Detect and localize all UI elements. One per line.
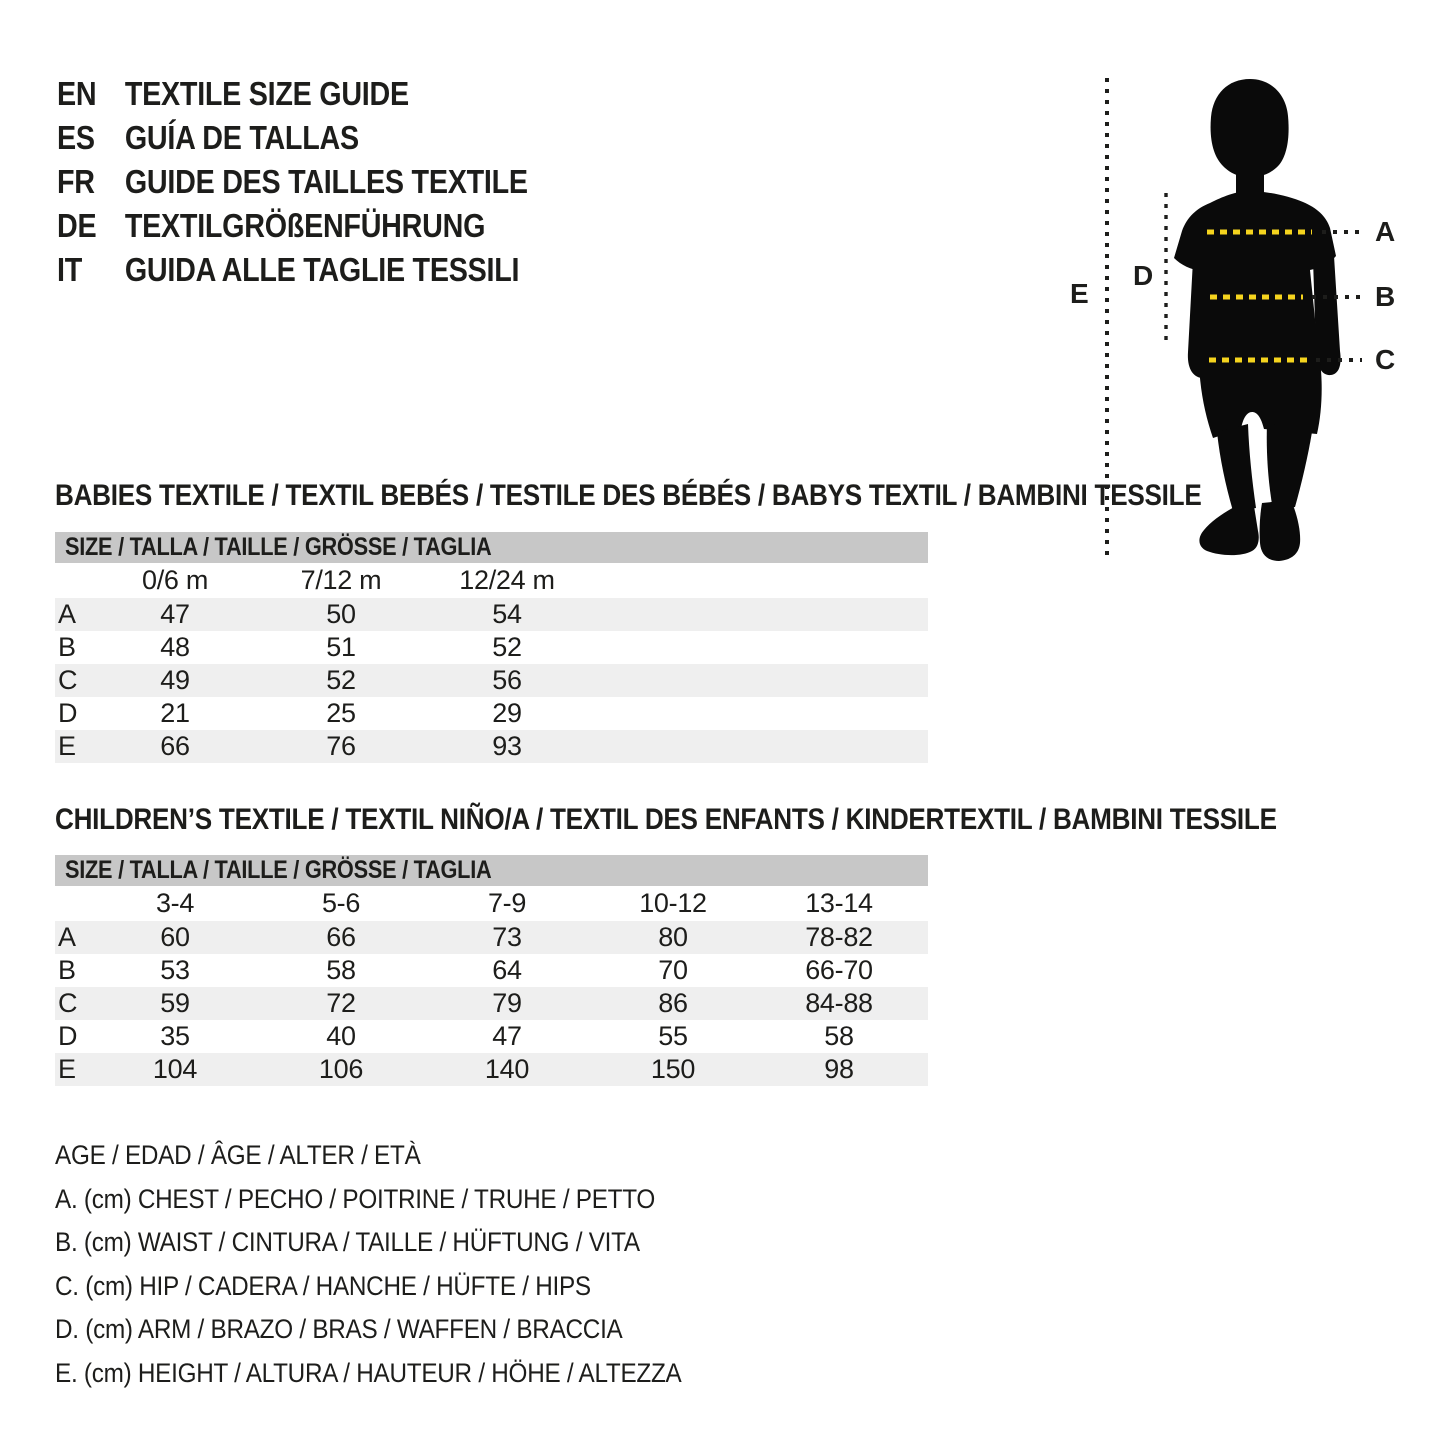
lang-code-es: ES [57, 119, 95, 156]
table-row: D 35 40 47 55 58 [55, 1020, 928, 1053]
legend-hip: C. (cm) HIP / CADERA / HANCHE / HÜFTE / HIPS [55, 1270, 591, 1301]
row-label: E [58, 1054, 76, 1084]
children-column-header-row [55, 886, 928, 921]
title-row-fr [57, 160, 528, 204]
babies-col-2: 12/24 m [459, 565, 555, 595]
children-col-1: 5-6 [321, 888, 361, 918]
children-col-4: 13-14 [805, 888, 873, 918]
legend-height: E. (cm) HEIGHT / ALTURA / HAUTEUR / HÖHE / ALTEZZA [55, 1357, 682, 1388]
table-row: D 21 25 29 [55, 697, 928, 730]
lang-code-fr: FR [57, 163, 95, 200]
table-row: B 48 51 52 [55, 631, 928, 664]
table-row: E 104 106 140 150 98 [55, 1053, 928, 1086]
title-en: TEXTILE SIZE GUIDE [124, 75, 409, 112]
legend-waist: B. (cm) WAIST / CINTURA / TAILLE / HÜFTUNG / VITA [55, 1227, 640, 1258]
figure-label-A: A [1375, 216, 1395, 247]
babies-column-header-row [55, 563, 928, 598]
title-es: GUÍA DE TALLAS [124, 119, 359, 156]
title-fr: GUIDE DES TAILLES TEXTILE [124, 163, 528, 200]
lang-code-de: DE [57, 207, 97, 244]
children-size-header-band [55, 855, 928, 886]
table-row: A 60 66 73 80 78-82 [55, 921, 928, 954]
children-section-title: CHILDREN’S TEXTILE / TEXTIL NIÑO/A / TEXTIL DES ENFANTS / KINDERTEXTIL / BAMBINI TESSILE [55, 803, 1277, 836]
title-row-it [57, 248, 528, 292]
figure-label-E: E [1070, 278, 1089, 309]
legend-chest: A. (cm) CHEST / PECHO / POITRINE / TRUHE / PETTO [55, 1183, 656, 1214]
row-label: C [58, 665, 78, 695]
legend-arm: D. (cm) ARM / BRAZO / BRAS / WAFFEN / BRACCIA [55, 1314, 623, 1345]
babies-col-1: 7/12 m [300, 565, 382, 595]
row-label: E [58, 731, 76, 761]
babies-size-header-text: SIZE / TALLA / TAILLE / GRÖSSE / TAGLIA [65, 533, 492, 561]
lang-code-it: IT [57, 251, 82, 288]
table-row: E 66 76 93 [55, 730, 928, 763]
title-row-en [57, 72, 528, 116]
title-de: TEXTILGRÖßENFÜHRUNG [124, 207, 486, 244]
row-label: D [58, 1021, 78, 1051]
babies-size-header-band [55, 532, 928, 563]
table-row: C 59 72 79 86 84-88 [55, 987, 928, 1020]
row-label: B [58, 955, 76, 985]
table-row: B 53 58 64 70 66-70 [55, 954, 928, 987]
measurement-legend [55, 1134, 751, 1396]
row-label: A [58, 922, 76, 952]
figure-label-C: C [1375, 344, 1395, 375]
row-label: C [58, 988, 78, 1018]
legend-age: AGE / EDAD / ÂGE / ALTER / ETÀ [55, 1140, 421, 1170]
children-size-header-text: SIZE / TALLA / TAILLE / GRÖSSE / TAGLIA [65, 856, 492, 884]
children-col-2: 7-9 [487, 888, 527, 918]
figure-label-B: B [1375, 281, 1395, 312]
table-row: A 47 50 54 [55, 598, 928, 631]
row-label: A [58, 599, 76, 629]
title-it: GUIDA ALLE TAGLIE TESSILI [124, 251, 520, 288]
language-title-block [57, 72, 598, 292]
children-col-0: 3-4 [155, 888, 195, 918]
babies-section-title: BABIES TEXTILE / TEXTIL BEBÉS / TESTILE DES BÉBÉS / BABYS TEXTIL / BAMBINI TESSILE [55, 479, 1202, 512]
row-label: D [58, 698, 78, 728]
lang-code-en: EN [57, 75, 97, 112]
babies-size-table [55, 532, 928, 763]
babies-col-0: 0/6 m [141, 565, 209, 595]
children-col-3: 10-12 [639, 888, 707, 918]
title-row-de [57, 204, 528, 248]
children-size-table [55, 855, 928, 1086]
row-label: B [58, 632, 76, 662]
table-row: C 49 52 56 [55, 664, 928, 697]
figure-label-D: D [1133, 260, 1153, 291]
title-row-es [57, 116, 528, 160]
